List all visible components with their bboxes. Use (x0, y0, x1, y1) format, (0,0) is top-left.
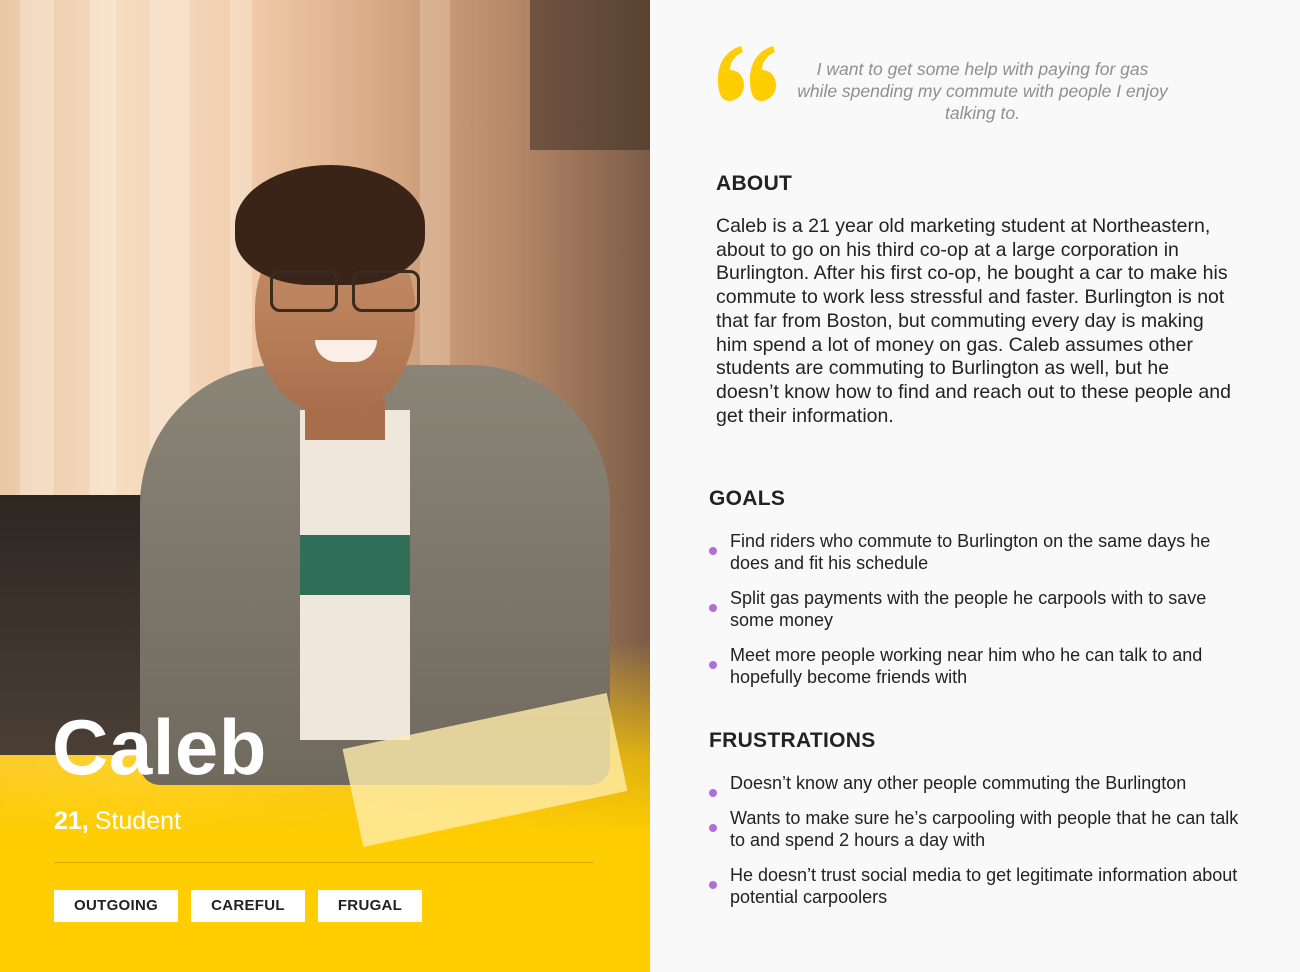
about-text: Caleb is a 21 year old marketing student at Northeastern, about to go on his third co-op at a large corporation in Burlington. After his first co-op, he bought a car to make his commute to work less stressful and faster. Burlington is not that far from Boston, but commuting every day is making him spend a lot of money on gas. Caleb assumes other students are commuting to Burlington as well, but he doesn’t know how to find and reach out to these people and get their information. (716, 215, 1231, 427)
frustrations-heading: FRUSTRATIONS (709, 729, 876, 752)
frustration-item (709, 807, 1249, 851)
persona-name: Caleb (52, 703, 267, 791)
bullet-dot-icon (709, 881, 717, 889)
persona-age: 21, (54, 807, 89, 835)
frustration-item (709, 864, 1249, 908)
bullet-dot-icon (709, 604, 717, 612)
goal-item (709, 530, 1249, 574)
bullet-dot-icon (709, 547, 717, 555)
persona-subtitle (54, 808, 181, 836)
persona-quote: I want to get some help with paying for gas while spending my commute with people I enjoy talking to. (797, 59, 1168, 123)
frustration-text: He doesn’t trust social media to get legitimate information about potential carpoolers (730, 865, 1238, 907)
t-shirt-print (300, 535, 410, 595)
frustration-text: Doesn’t know any other people commuting the Burlington (730, 773, 1187, 793)
frustration-item (709, 772, 1249, 794)
trait-tag: OUTGOING (54, 890, 178, 922)
goal-item (709, 587, 1249, 631)
glasses (270, 270, 420, 310)
trait-tag: CAREFUL (191, 890, 305, 922)
bullet-dot-icon (709, 824, 717, 832)
quote-mark-icon (716, 46, 778, 102)
persona-figure (140, 165, 610, 785)
goal-text: Find riders who commute to Burlington on the same days he does and fit his schedule (730, 531, 1211, 573)
hair (235, 165, 425, 285)
bullet-dot-icon (709, 661, 717, 669)
trait-tags (54, 890, 422, 922)
frustrations-list (709, 772, 1249, 921)
goal-text: Split gas payments with the people he carpools with to save some money (730, 588, 1207, 630)
bullet-dot-icon (709, 789, 717, 797)
goal-text: Meet more people working near him who he can talk to and hopefully become friends with (730, 645, 1203, 687)
about-heading: ABOUT (716, 172, 793, 195)
divider (54, 862, 594, 863)
goals-heading: GOALS (709, 487, 786, 510)
trait-tag: FRUGAL (318, 890, 422, 922)
curtain-fold (90, 0, 116, 560)
background-shadow (530, 0, 650, 150)
persona-role: Student (94, 807, 181, 835)
curtain-fold (20, 0, 54, 560)
frustration-text: Wants to make sure he’s carpooling with people that he can talk to and spend 2 hours a day with (730, 808, 1239, 850)
goal-item (709, 644, 1249, 688)
goals-list (709, 530, 1249, 701)
